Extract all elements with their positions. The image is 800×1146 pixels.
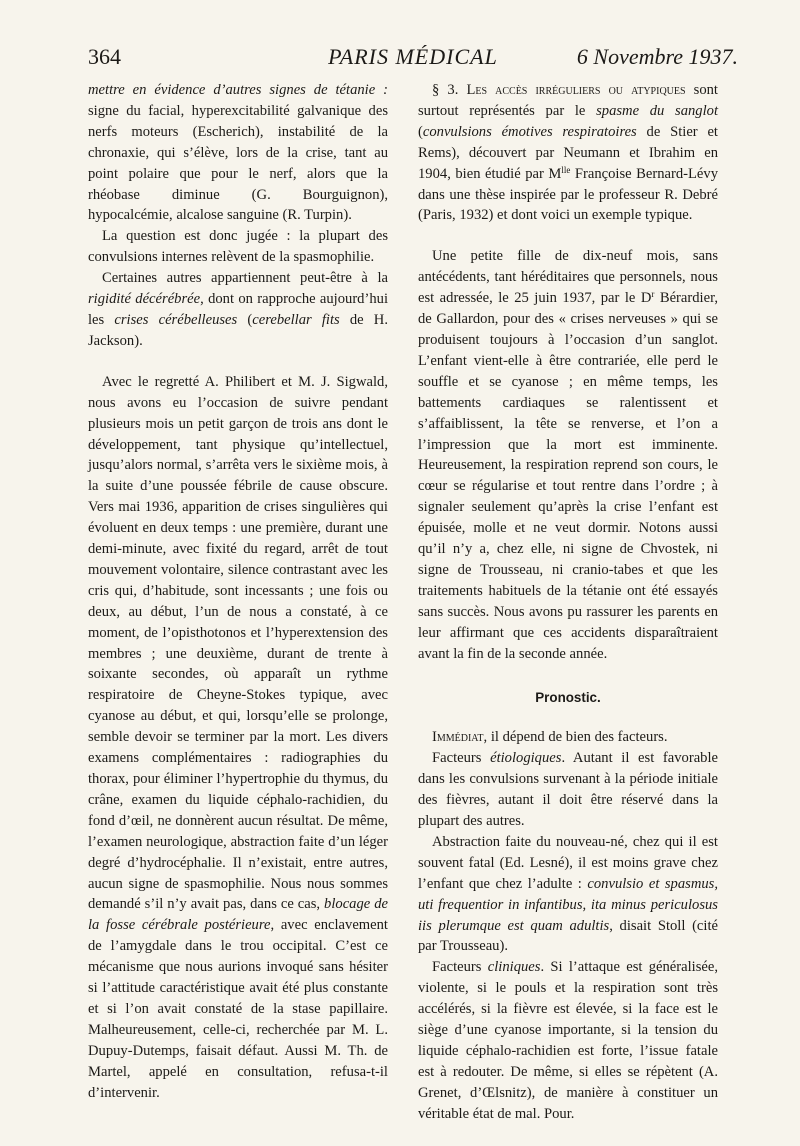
text-run: signe du facial, hyperexcitabilité galvanique des nerfs moteurs (Escherich), instabilité de la chronaxie, qui s’élève, lors de la crise, tant au point polaire que pour le nerf, alors que la rhéobase diminue (G. Bourguignon), hypocalcémie, alcalose sanguine (R. Turpin). [88,102,388,224]
italic-phrase: convulsio et spasmus, uti frequentior in infantibus, ita minus periculosus iis plerumque est quam adultis [418,875,718,934]
text-run: de Stier et Rems), découvert par Neumann et Ibrahim en 1904, bien étudié par M [418,123,718,182]
paragraph [418,832,718,957]
text-run: ( [237,311,253,328]
issue-date: 6 Novembre 1937. [576,44,738,69]
paragraph [88,80,388,226]
text-run: . Autant il est favorable dans les convulsions survenant à la période initiale des fièvres, autant il doit être réservé dans la plupart des autres. [418,750,718,829]
paragraph [418,957,718,1124]
paragraph [88,268,388,352]
text-run: Facteurs [432,750,491,767]
text-run: Avec le regretté A. Philibert et M. J. Sigwald, nous avons eu l’occasion de suivre pendant plusieurs mois un petit garçon de trois ans dont le développement, tant physique qu’intellectuel, jusqu’alors normal, s’arrêta vers le sixième mois, à la suite d’une poussée fébrile de cause obscure. Vers mai 1936, apparition de crises singulières qui évoluent en deux temps : une première, durant une demi-minute, avec fixité du regard, arrêt de tout mouvement volontaire, silence contrastant avec les cris qui, d’habitude, sont incessants ; une fois ou deux, au début, l’un de nous a constaté, à ce moment, de l’opisthotonos et l’hyperextension des membres ; une deuxième, durant de trente à soixante secondes, où apparaît un rythme respiratoire de Cheyne-Stokes typique, avec cyanose au début, et qui, lorsqu’elle se prolonge, semble devoir se terminer par la mort. Les divers examens complémentaires : radiographies du thorax, pour éliminer l’hypertrophie du thymus, du crâne, examen du liquide céphalo-rachidien, du fond d’œil, ne donnèrent aucun résultat. De même, l’examen neurologique, abstraction faite d’un léger degré d’hydrocéphalie. Il n’existait, entre autres, aucun signe de spasmophilie. Nous nous sommes demandé s’il n’y avait pas, dans ce cas, [88,373,388,913]
text-run: Une petite fille de dix-neuf mois, sans antécédents, tant héréditaires que personnels, nous est adressée, le 25 juin 1937, par le D [418,248,718,307]
small-caps-phrase: Les accès irréguliers ou atypiques [466,82,686,98]
paragraph: La question est donc jugée : la plupart des convulsions internes relèvent de la spasmophilie. [88,228,388,266]
italic-phrase: convulsions émotives respiratoires [422,123,637,140]
page-header [88,40,738,76]
paragraph [418,246,718,664]
paragraph [418,748,718,832]
text-run: Françoise Bernard-Lévy dans une thèse inspirée par le professeur R. Debré (Paris, 1932) et dont voici un exemple typique. [418,165,719,224]
italic-phrase: cerebellar fits [252,311,340,328]
journal-title: PARIS MÉDICAL [328,44,498,69]
italic-phrase: crises cérébelleuses [114,311,238,328]
right-column [418,80,718,1125]
italic-phrase: spasme du sanglot [596,102,719,119]
left-column [88,80,388,1104]
italic-phrase: mettre en évidence d’autres signes de tétanie : [88,82,388,98]
text-run: sont surtout représentés par le [418,82,718,119]
text-run: , dont on rapproche aujourd’hui les [88,291,388,328]
italic-phrase: cliniques [487,959,541,976]
section-heading: Pronostic. [535,690,601,706]
text-run: , avec enclavement de l’amygdale dans le trou occipital. C’est ce mécanisme que nous aurions invoqué sans hésiter si l’attitude caractéristique avait été plus constante et si l’on avait constaté de la stase papillaire. Malheureusement, celle-ci, recherchée par M. L. Dupuy-Dutemps, faisait défaut. Aussi M. Th. de Martel, appelé en consultation, refusa-t-il d’intervenir. [88,917,388,1101]
text-run: , disait Stoll (cité par Trousseau). [418,917,718,955]
superscript: lle [561,164,571,175]
superscript: r [651,289,655,300]
italic-phrase: rigidité décérébrée [88,291,201,308]
small-caps-phrase: Immédiat [432,729,484,746]
paragraph [88,372,388,1104]
text-run: Bérardier, de Gallardon, pour des « crises nerveuses » qui se produisent toujours à l’occasion d’un sanglot. L’enfant vient-elle à être contrariée, elle perd le souffle et se cyanose ; en même temps, les battements cardiaques se ralentissent et s’affaiblissent, la tête se renverse, et l’on a l’impression que la mort est imminente. Heureusement, la respiration reprend son cours, le cœur se régularise et tout rentre dans l’ordre ; à signaler seulement qu’après la crise l’enfant est épuisée, molle et ne veut dormir. Notons aussi qu’il n’y a, chez elle, ni signe de Chvostek, ni signe de Trousseau, ni cranio-tabes et que les traitements habituels de la tétanie ont été essayés sans succès. Nous avons pu rassurer les parents en leur affirmant que ces accidents disparaîtraient avant la fin de la seconde année. [418,290,719,662]
paragraph [418,727,718,748]
text-run: § 3. [432,82,467,98]
text-run: Certaines autres appartiennent peut-être à la [102,270,388,287]
text-run: de H. Jackson). [88,311,388,349]
text-run: . Si l’attaque est généralisée, violente, si le pouls et la respiration sont très accélérés, si la fièvre est élevée, si la face est le siège d’une cyanose importante, si la tension du liquide céphalo-rachidien est forte, l’issue fatale est à redouter. De même, si elles se répètent (A. Grenet, d’Œlsnitz), de manière à constituer un véritable état de mal. Pour. [418,959,719,1122]
page-number: 364 [88,44,121,69]
text-run: Abstraction faite du nouveau-né, chez qui il est souvent fatal (Ed. Lesné), il est moins grave chez l’enfant que chez l’adulte : [418,833,718,892]
paragraph [418,80,718,226]
italic-phrase: blocage de la fosse cérébrale postérieure [88,896,388,934]
italic-phrase: étiologiques [490,750,562,767]
text-run: , il dépend de bien des facteurs. [483,729,668,746]
text-run: ( [418,123,423,140]
text-run: Facteurs [432,959,488,976]
